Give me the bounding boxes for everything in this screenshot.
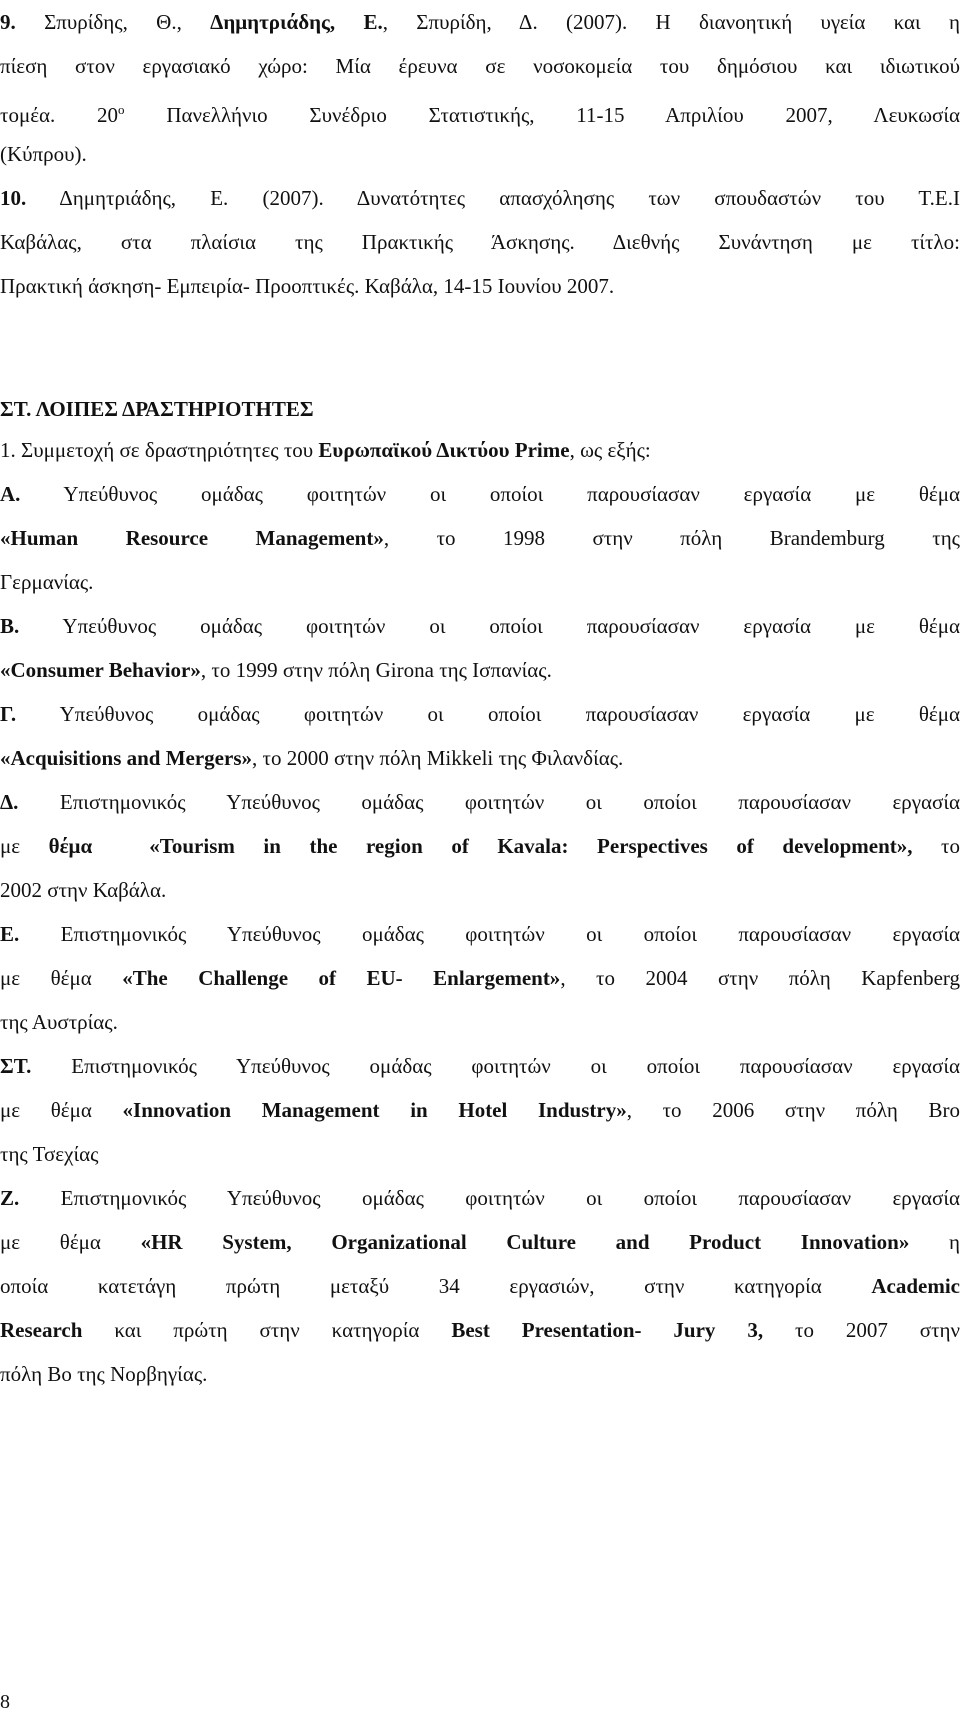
entry-category: Academic [871,1274,960,1298]
entry-text: Επιστημονικός Υπεύθυνος ομάδας φοιτητών οι οποίοι παρουσίασαν εργασία [31,1054,960,1078]
entry-topic: «Human Resource Management» [0,526,384,550]
activities-item-1 [0,428,960,472]
entry-f-line-1 [0,1044,960,1088]
entry-text: Επιστημονικός Υπεύθυνος ομάδας φοιτητών οι οποίοι παρουσίασαν εργασία [18,790,960,814]
entry-text: , το 1999 στην πόλη Girona της Ισπανίας. [200,658,552,682]
reference-author-bold: Δημητριάδης, Ε. [210,10,383,34]
reference-text: Πανελλήνιο Συνέδριο Στατιστικής, 11-15 Απριλίου 2007, Λευκωσία [124,103,960,127]
entry-d-line-2 [0,824,960,868]
entry-g-line-3 [0,1264,960,1308]
entry-c-line-2 [0,736,960,780]
entry-f [0,1044,960,1176]
reference-authors-rest: , Σπυρίδη, Δ. (2007). Η διανοητική υγεία και η [382,10,960,34]
entry-topic: «Tourism in the region of Kavala: Perspectives of development», [92,834,913,858]
reference-10-line-1 [0,176,960,220]
reference-number: 9. [0,10,16,34]
entry-text: Υπεύθυνος ομάδας φοιτητών οι οποίοι παρουσίασαν εργασία με θέμα [20,482,960,506]
entry-g-line-5: πόλη Bo της Νορβηγίας. [0,1362,208,1386]
entry-a-line-1 [0,472,960,516]
reference-9-line-4: (Κύπρου). [0,142,87,166]
reference-text: τομέα. 20 [0,103,119,127]
entry-text: με θέμα [0,966,123,990]
entry-topic: «The Challenge of EU- Enlargement» [122,966,561,990]
entry-topic: «Innovation Management in Hotel Industry» [122,1098,627,1122]
item-1-text: 1. Συμμετοχή σε δραστηριότητες του [0,438,319,462]
item-1-network: Ευρωπαϊκού Δικτύου Prime [318,438,570,462]
reference-10 [0,176,960,308]
entry-a-line-3: Γερμανίας. [0,570,94,594]
entry-text: Επιστημονικός Υπεύθυνος ομάδας φοιτητών οι οποίοι παρουσίασαν εργασία [19,922,960,946]
entry-f-line-3: της Τσεχίας [0,1142,99,1166]
reference-9 [0,0,960,176]
entry-text: με [0,834,49,858]
entry-text: , το 2000 στην πόλη Mikkeli της Φιλανδίας. [252,746,624,770]
entry-award: Best Presentation- Jury 3, [451,1318,764,1342]
entry-g-line-4 [0,1308,960,1352]
reference-10-line-3: Πρακτική άσκηση- Εμπειρία- Προοπτικές. Καβάλα, 14-15 Ιουνίου 2007. [0,274,615,298]
entry-text: η [909,1230,960,1254]
entry-g-line-2 [0,1220,960,1264]
entry-d-line-1 [0,780,960,824]
entry-e [0,912,960,1044]
entry-text: το 2007 στην [763,1318,960,1342]
reference-text: Δημητριάδης, Ε. (2007). Δυνατότητες απασχόλησης των σπουδαστών του Τ.Ε.Ι [26,186,960,210]
reference-10-line-2: Καβάλας, στα πλαίσια της Πρακτικής Άσκησης. Διεθνής Συνάντηση με τίτλο: [0,230,960,254]
reference-9-line-1 [0,0,960,44]
entry-text: οποία κατετάγη πρώτη μεταξύ 34 εργασιών, στην κατηγορία [0,1274,872,1298]
entry-g [0,1176,960,1396]
entry-d-line-3: 2002 στην Καβάλα. [0,878,167,902]
entry-text: και πρώτη στην κατηγορία [82,1318,452,1342]
entry-e-line-3: της Αυστρίας. [0,1010,118,1034]
entry-letter: Γ. [0,702,17,726]
entry-letter: Ζ. [0,1186,20,1210]
entry-b [0,604,960,692]
item-1-line [0,428,960,472]
entry-category: Research [0,1318,83,1342]
entry-letter: Β. [0,614,20,638]
entry-f-line-2 [0,1088,960,1132]
entry-text: Υπεύθυνος ομάδας φοιτητών οι οποίοι παρουσίασαν εργασία με θέμα [16,702,960,726]
entry-e-line-1 [0,912,960,956]
reference-number: 10. [0,186,27,210]
entry-text: , το 2004 στην πόλη Kapfenberg [560,966,960,990]
superscript: ο [118,102,125,117]
entry-topic-label: θέμα [48,834,93,858]
entry-b-line-1 [0,604,960,648]
reference-9-line-2: πίεση στον εργασιακό χώρο: Μία έρευνα σε νοσοκομεία του δημόσιου και ιδιωτικού [0,54,960,78]
reference-9-line-3 [0,88,960,132]
entry-topic: «Consumer Behavior» [0,658,201,682]
entry-a-line-2 [0,516,960,560]
entry-letter: ΣΤ. [0,1054,32,1078]
entry-text: , το 1998 στην πόλη Brandemburg της [383,526,960,550]
entry-topic: «Acquisitions and Mergers» [0,746,252,770]
entry-text: το [912,834,960,858]
entry-text: , το 2006 στην πόλη Bro [626,1098,960,1122]
entry-letter: Δ. [0,790,19,814]
reference-authors: Σπυρίδης, Θ., [15,10,211,34]
entry-letter: Α. [0,482,21,506]
entry-text: Επιστημονικός Υπεύθυνος ομάδας φοιτητών οι οποίοι παρουσίασαν εργασία [19,1186,960,1210]
entry-text: με θέμα [0,1098,123,1122]
entry-c-line-1 [0,692,960,736]
item-1-suffix: , ως εξής: [569,438,651,462]
entry-text: με θέμα [0,1230,141,1254]
entry-g-line-1 [0,1176,960,1220]
page-number: 8 [0,1691,10,1713]
entry-e-line-2 [0,956,960,1000]
entry-text: Υπεύθυνος ομάδας φοιτητών οι οποίοι παρουσίασαν εργασία με θέμα [19,614,960,638]
entry-c [0,692,960,780]
entry-letter: Ε. [0,922,20,946]
entry-d [0,780,960,912]
entry-b-line-2 [0,648,960,692]
entry-a [0,472,960,604]
section-heading: ΣΤ. ΛΟΙΠΕΣ ΔΡΑΣΤΗΡΙΟΤΗΤΕΣ [0,397,314,421]
entry-topic: «HR System, Organizational Culture and Product Innovation» [140,1230,910,1254]
